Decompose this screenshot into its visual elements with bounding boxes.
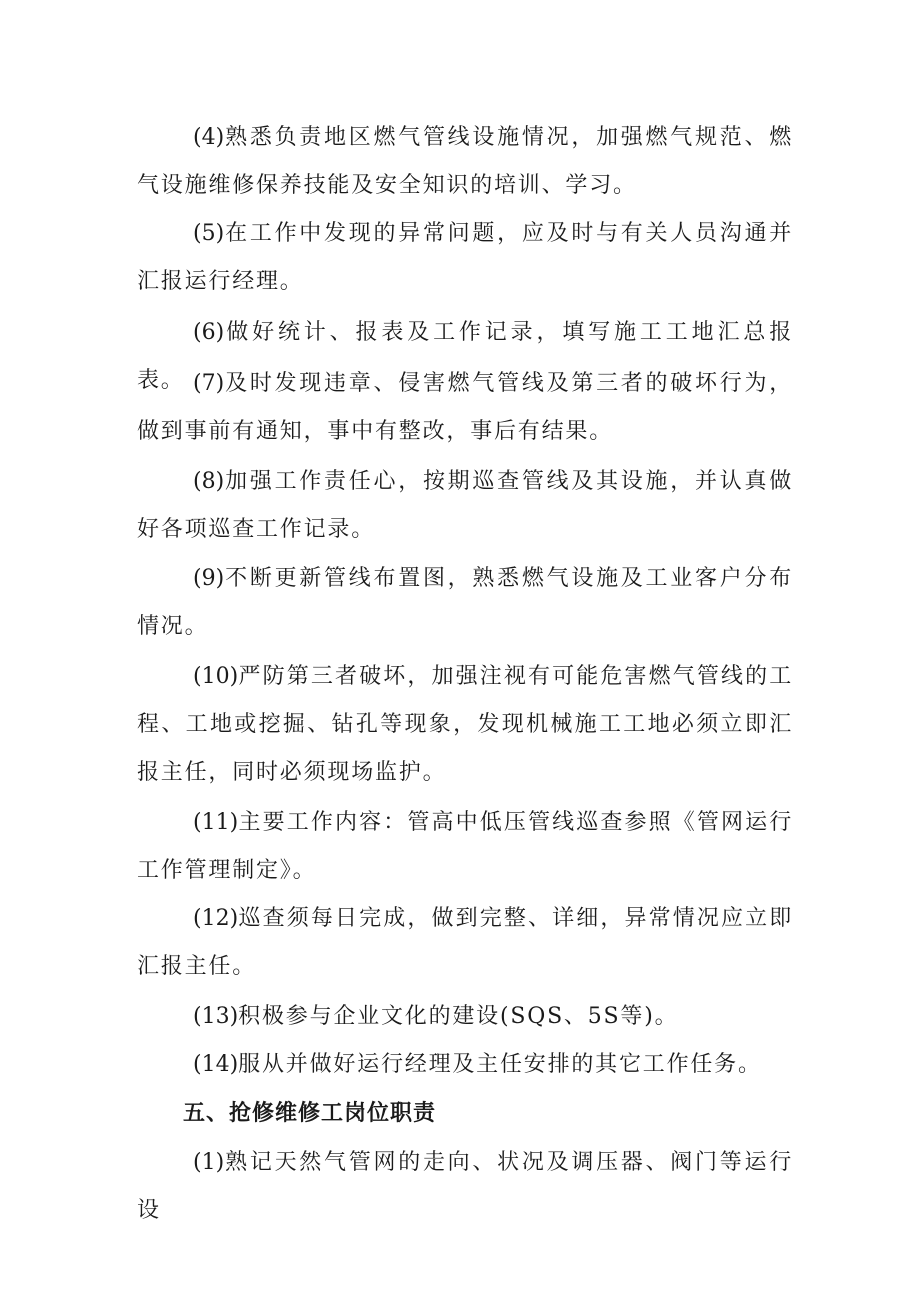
item-text: 积极参与企业文化的建设(SQS、5S等)。 — [238, 1004, 679, 1029]
item-text: 严防第三者破坏，加强注视有可能危害燃气管线的工程、工地或挖掘、钻孔等现象，发现机械施工工地必须立即汇报主任，同时必须现场监护。 — [137, 664, 793, 785]
item-number: (11) — [193, 810, 239, 835]
paragraph-item-1 — [137, 1139, 793, 1235]
item-number: (13) — [193, 1004, 239, 1029]
item-number: (14) — [193, 1052, 239, 1077]
paragraph-item-13 — [137, 993, 793, 1041]
paragraph-item-4 — [137, 114, 793, 210]
item-number: (8) — [193, 469, 225, 494]
paragraph-item-14 — [137, 1041, 793, 1089]
paragraph-item-8 — [137, 458, 793, 554]
item-number: (10) — [193, 664, 239, 689]
item-number: (5) — [193, 221, 225, 246]
item-text: 在工作中发现的异常问题，应及时与有关人员沟通并汇报运行经理。 — [137, 221, 793, 294]
item-text: 不断更新管线布置图，熟悉燃气设施及工业客户分布情况。 — [137, 566, 793, 639]
item-text: 巡查须每日完成，做到完整、详细，异常情况应立即汇报主任。 — [137, 906, 793, 979]
item-text: 服从并做好运行经理及主任安排的其它工作任务。 — [238, 1052, 762, 1077]
paragraph-item-10 — [137, 653, 793, 797]
item-text: 加强工作责任心，按期巡查管线及其设施，并认真做好各项巡查工作记录。 — [137, 469, 793, 542]
item-text: 熟记天然气管网的走向、状况及调压器、阀门等运行设 — [137, 1150, 793, 1223]
item-text: 做好统计、报表及工作记录，填写施工工地汇总报表。 — [137, 320, 793, 393]
item-number: (6) — [193, 320, 225, 345]
item-number: (4) — [193, 125, 225, 150]
paragraph-item-5 — [137, 210, 793, 306]
section-heading: 五、抢修维修工岗位职责 — [183, 1101, 437, 1126]
paragraph-item-12 — [137, 895, 793, 991]
paragraph-item-7 — [137, 360, 793, 456]
item-text: 及时发现违章、侵害燃气管线及第三者的破坏行为，做到事前有通知，事中有整改，事后有结果。 — [137, 371, 793, 444]
paragraph-item-9 — [137, 555, 793, 651]
item-text: 熟悉负责地区燃气管线设施情况，加强燃气规范、燃气设施维修保养技能及安全知识的培训、学习。 — [137, 125, 793, 198]
item-number: (12) — [193, 906, 239, 931]
item-number: (9) — [193, 566, 225, 591]
paragraph-item-11 — [137, 799, 793, 895]
item-number: (1) — [193, 1150, 225, 1175]
item-text: 主要工作内容：管高中低压管线巡查参照《管网运行工作管理制定》。 — [137, 810, 793, 883]
item-number: (7) — [193, 371, 225, 396]
